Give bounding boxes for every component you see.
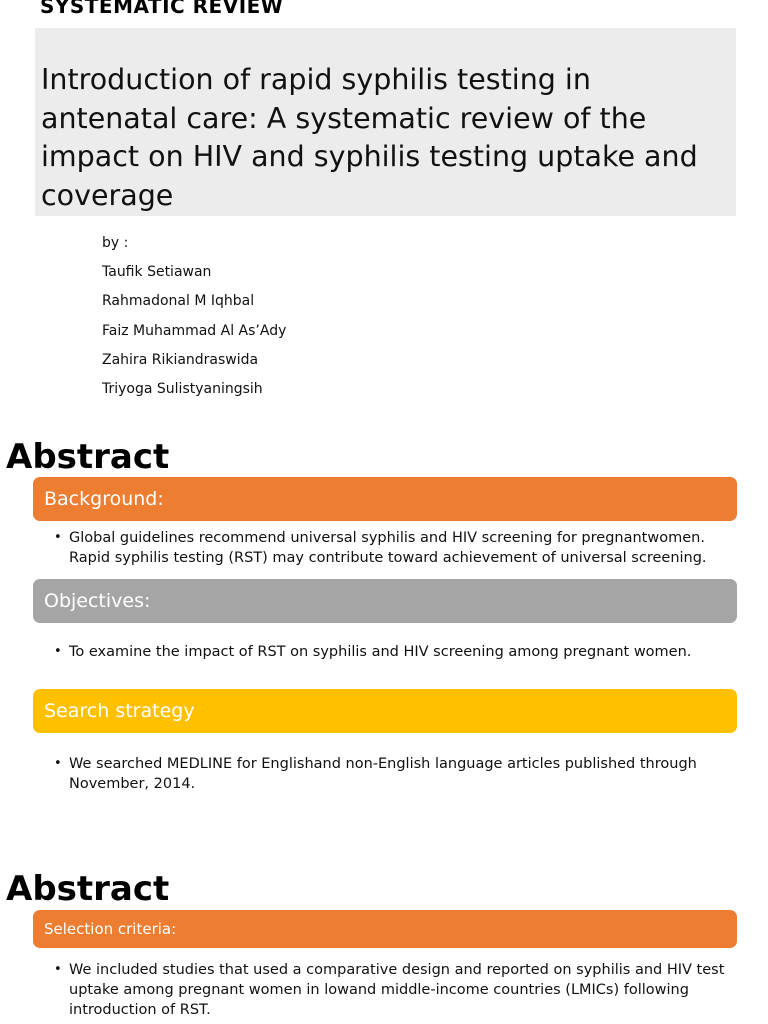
objectives-bullet [54,642,734,662]
bullet-icon: • [54,530,62,545]
title-box [35,28,736,216]
author-name: Faiz Muhammad Al As’Ady [102,322,287,339]
selection-criteria-label: Selection criteria: [44,920,177,938]
objectives-text: To examine the impact of RST on syphilis and HIV screening among pregnant women. [69,644,692,660]
background-bullet [54,528,734,568]
bullet-icon: • [54,962,62,977]
author-name: Rahmadonal M Iqhbal [102,293,255,310]
search-strategy-text: We searched MEDLINE for Englishand non-English language articles published through November, 2014. [69,756,697,792]
objectives-label: Objectives: [44,590,151,612]
background-bar [33,477,737,521]
author-name: Triyoga Sulistyaningsih [102,380,263,397]
selection-criteria-bullet [54,960,734,1020]
bullet-icon: • [54,756,62,771]
author-name: Zahira Rikiandraswida [102,351,259,368]
by-label: by : [102,235,129,251]
background-label: Background: [44,488,164,510]
search-strategy-bar [33,689,737,733]
selection-criteria-text: We included studies that used a comparative design and reported on syphilis and HIV test uptake among pregnant women in lowand middle-income countries (LMICs) following introduction of RST. [69,962,725,1018]
review-title: Introduction of rapid syphilis testing in antenatal care: A systematic review of the impact on HIV and syphilis testing uptake and coverage [41,63,698,212]
bullet-icon: • [54,644,62,659]
author-list [102,233,286,408]
abstract-heading: Abstract [6,437,170,477]
section-label: SYSTEMATIC REVIEW [40,0,284,18]
background-text: Global guidelines recommend universal syphilis and HIV screening for pregnantwomen. Rapid syphilis testing (RST) may contribute toward achievement of universal screening. [69,530,707,566]
objectives-bar [33,579,737,623]
selection-criteria-bar [33,910,737,948]
search-strategy-bullet [54,754,734,794]
search-strategy-label: Search strategy [44,700,195,722]
author-name: Taufik Setiawan [102,264,212,281]
abstract-heading: Abstract [6,869,170,909]
